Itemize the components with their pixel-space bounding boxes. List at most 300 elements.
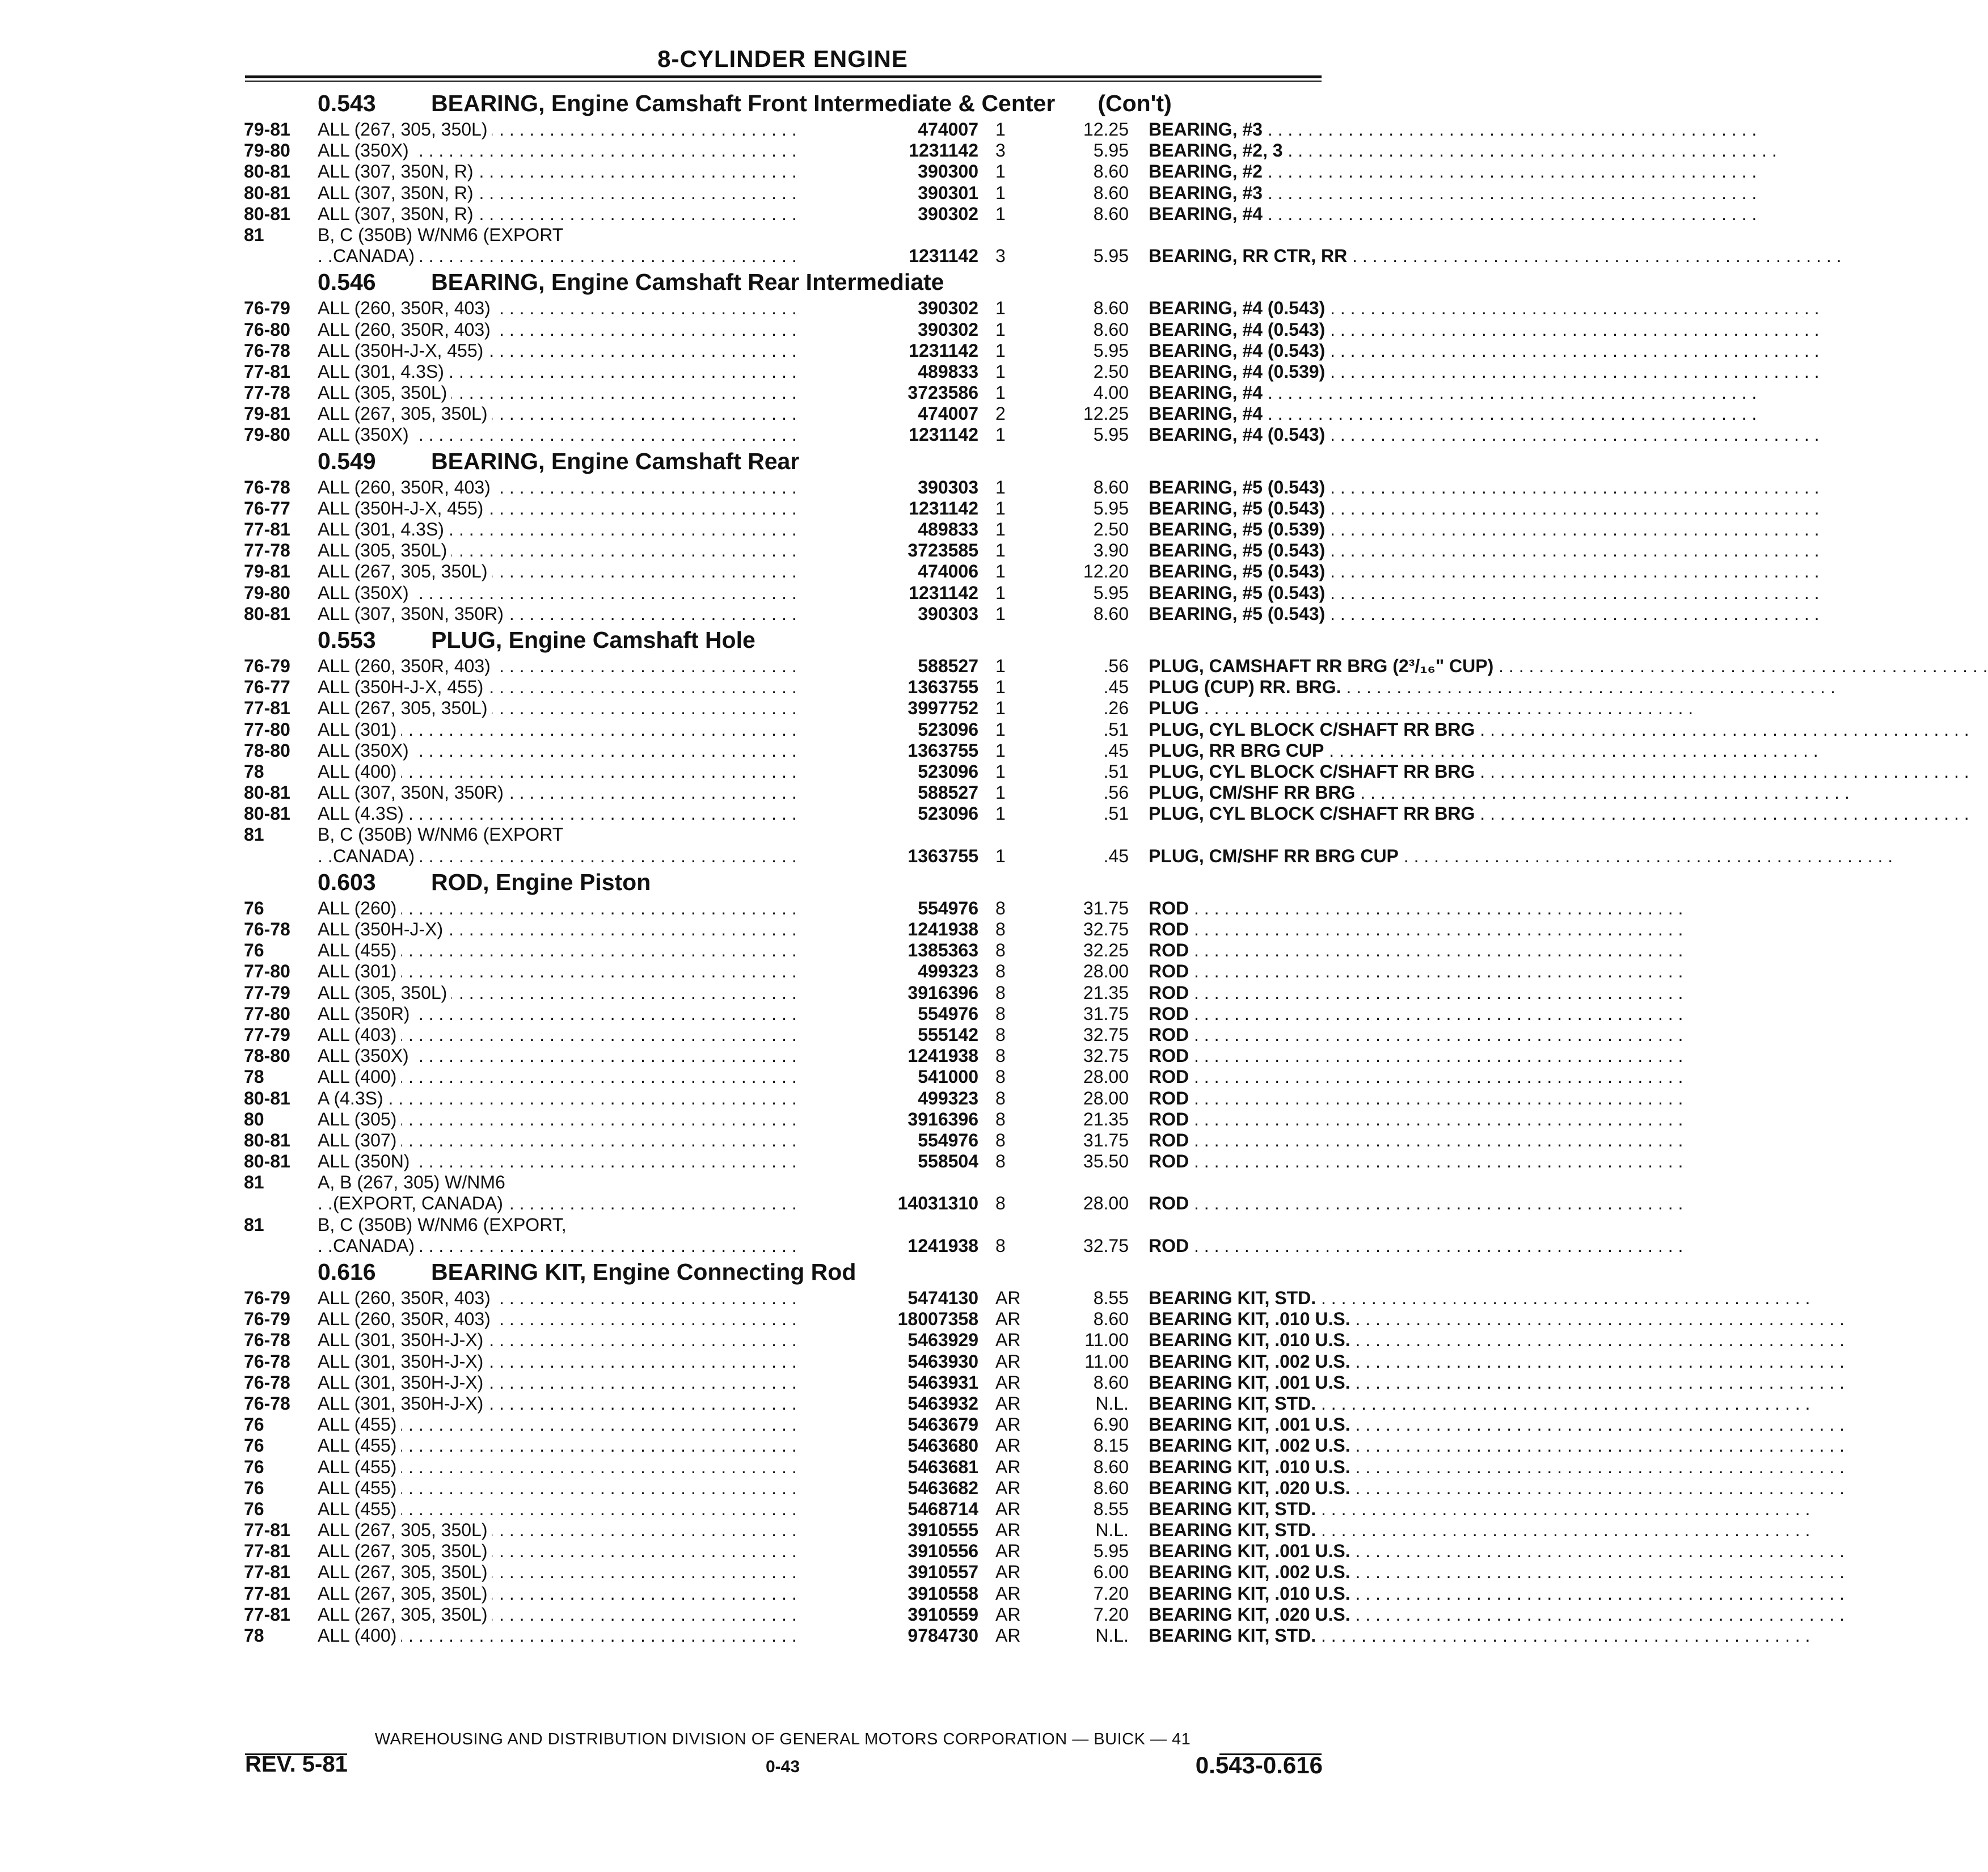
table-row: [244, 1414, 1350, 1435]
part-name: BEARING, #5 (0.543) . . .: [1149, 540, 1557, 561]
parts-catalog: [244, 88, 1494, 1646]
application-text: ALL (301, 350H-J-X): [318, 1330, 488, 1350]
application-description: [318, 1604, 862, 1625]
part-number: 5463681: [797, 1457, 978, 1478]
model-years: 77-80: [244, 719, 290, 740]
application-description: [318, 1625, 862, 1646]
part-number: 541000: [797, 1066, 978, 1087]
section-header: [244, 446, 1322, 477]
part-number: 9784730: [797, 1625, 978, 1646]
quantity: AR: [995, 1351, 1021, 1372]
section-title: PLUG, Engine Camshaft Hole: [431, 626, 755, 653]
model-years: 76: [244, 897, 264, 918]
table-row: [244, 898, 1322, 919]
part-number: 1363755: [797, 677, 978, 698]
quantity: 8: [995, 1003, 1006, 1024]
price: 5.95: [1093, 424, 1129, 445]
price: 11.00: [1084, 1330, 1129, 1351]
application-description: [318, 1520, 862, 1541]
price: 8.15: [1093, 1435, 1129, 1456]
table-row: [244, 1066, 1322, 1087]
part-number: 390300: [797, 161, 978, 182]
application-description: [318, 846, 877, 867]
part-name: ROD . . .: [1149, 1151, 1557, 1172]
part-number: 390302: [797, 204, 978, 225]
model-years: 77-79: [244, 1024, 290, 1045]
part-number: 3910557: [797, 1562, 978, 1583]
quantity: AR: [995, 1477, 1021, 1498]
application-text: ALL (400): [318, 1066, 401, 1087]
price: 7.20: [1093, 1583, 1129, 1604]
application-text: ALL (307, 350N, 350R): [318, 604, 508, 624]
application-text: ALL (350H-J-X, 455): [318, 498, 488, 518]
application-description: [318, 761, 862, 782]
application-description: [318, 477, 862, 498]
application-description: [318, 604, 862, 625]
table-row: [244, 1393, 1322, 1414]
table-row: [244, 803, 1475, 824]
application-text: ALL (267, 305, 350L): [318, 119, 492, 140]
price: 8.60: [1093, 1372, 1129, 1393]
quantity: AR: [995, 1372, 1021, 1393]
part-number: 1231142: [797, 140, 978, 161]
part-name: ROD . . .: [1149, 1109, 1557, 1130]
quantity: 1: [995, 740, 1006, 761]
application-description: [318, 1330, 862, 1351]
part-number: 5463931: [797, 1372, 978, 1393]
application-text: ALL (307, 350N, R): [318, 161, 478, 182]
part-number: 5463682: [797, 1478, 978, 1499]
part-name: BEARING KIT, .002 U.S. . . .: [1149, 1435, 1557, 1456]
price: .51: [1103, 803, 1129, 824]
application-text: ALL (267, 305, 350L): [318, 1541, 492, 1561]
quantity: AR: [995, 1541, 1021, 1562]
model-years: 77-81: [244, 1520, 290, 1541]
model-years: 77-81: [244, 1583, 290, 1604]
application-text: CANADA): [333, 246, 419, 266]
model-years: 79-80: [244, 582, 290, 603]
part-name: BEARING KIT, STD. . . .: [1149, 1393, 1557, 1414]
part-number: 1231142: [797, 340, 978, 361]
quantity: 8: [995, 982, 1006, 1003]
part-number: 1363755: [797, 740, 978, 761]
part-number: 1231142: [797, 583, 978, 604]
table-row: [244, 1562, 1350, 1583]
section-code: 0.543: [318, 90, 376, 116]
application-text: ALL (267, 305, 350L): [318, 1583, 492, 1604]
table-row: [244, 561, 1326, 582]
table-row: [244, 698, 1322, 719]
table-row: [244, 1130, 1322, 1151]
quantity: 8: [995, 1235, 1006, 1256]
table-row-continued: [244, 225, 1322, 246]
model-years: 76-79: [244, 298, 290, 319]
table-row: [244, 540, 1326, 561]
application-text: ALL (350X): [318, 424, 413, 445]
application-text: ALL (267, 305, 350L): [318, 1604, 492, 1625]
quantity: 1: [995, 845, 1006, 866]
table-row: [244, 119, 1322, 140]
table-row: [244, 319, 1326, 340]
price: 4.00: [1093, 382, 1129, 403]
footer-page-number: 0-43: [765, 1757, 800, 1776]
model-years: 80-81: [244, 782, 290, 803]
part-name: BEARING KIT, .002 U.S. . . .: [1149, 1562, 1557, 1583]
part-name: BEARING, #4 (0.543) . . .: [1149, 424, 1557, 445]
quantity: 8: [995, 1024, 1006, 1045]
model-years: 81: [244, 824, 264, 845]
application-description: B, C (350B) W/NM6 (EXPORT: [318, 224, 564, 245]
application-text: ALL (301): [318, 961, 401, 981]
price: 8.60: [1093, 1456, 1129, 1477]
model-years: 78-80: [244, 1045, 290, 1066]
quantity: 8: [995, 1193, 1006, 1214]
quantity: 1: [995, 698, 1006, 719]
table-row: [244, 1109, 1322, 1130]
table-row: [244, 1004, 1322, 1024]
application-description: [318, 782, 862, 803]
table-row: [244, 403, 1322, 424]
model-years: 77-81: [244, 361, 290, 382]
table-row: [244, 1625, 1322, 1646]
application-text: ALL (4.3S): [318, 803, 408, 824]
application-description: [318, 1024, 862, 1045]
table-row: [244, 603, 1326, 625]
table-row: [244, 1477, 1350, 1499]
application-text: (EXPORT, CANADA): [333, 1193, 508, 1213]
part-name: ROD . . .: [1149, 1130, 1557, 1151]
quantity: 8: [995, 1087, 1006, 1108]
application-text: ALL (267, 305, 350L): [318, 1520, 492, 1540]
quantity: 1: [995, 203, 1006, 224]
application-description: [318, 1004, 862, 1024]
price: 31.75: [1083, 897, 1129, 918]
quantity: 1: [995, 161, 1006, 182]
quantity: AR: [995, 1414, 1021, 1435]
price: 8.60: [1093, 603, 1129, 624]
table-row: [244, 183, 1322, 204]
table-row: [244, 1024, 1322, 1045]
application-text: CANADA): [333, 846, 419, 866]
application-description: [318, 1435, 862, 1456]
application-description: [318, 1393, 862, 1414]
application-description: [318, 361, 862, 382]
table-row: [244, 1088, 1322, 1109]
part-number: 554976: [797, 898, 978, 919]
model-years: 80-81: [244, 1129, 290, 1150]
part-name: BEARING KIT, STD. . . .: [1149, 1625, 1557, 1646]
model-years: 81: [244, 1172, 264, 1193]
section-code: 0.603: [318, 868, 376, 895]
page-title: 8-CYLINDER ENGINE: [657, 45, 908, 72]
price: 5.95: [1093, 246, 1129, 267]
model-years: 76: [244, 1435, 264, 1456]
part-number: 588527: [797, 656, 978, 677]
part-name: ROD . . .: [1149, 1045, 1557, 1066]
application-description: [318, 940, 862, 961]
table-row: [244, 677, 1341, 698]
model-years: 79-80: [244, 140, 290, 161]
quantity: 1: [995, 761, 1006, 782]
price: 5.95: [1093, 340, 1129, 361]
quantity: AR: [995, 1288, 1021, 1308]
model-years: 80-81: [244, 1151, 290, 1172]
part-name: BEARING KIT, STD. . . .: [1149, 1499, 1557, 1520]
price: .45: [1103, 740, 1129, 761]
part-number: 18007358: [797, 1309, 978, 1330]
application-text: ALL (267, 305, 350L): [318, 1562, 492, 1582]
price: 5.95: [1093, 497, 1129, 518]
table-row: [244, 782, 1356, 803]
part-number: 3910559: [797, 1604, 978, 1625]
price: N.L.: [1095, 1625, 1129, 1646]
part-number: 489833: [797, 361, 978, 382]
quantity: 8: [995, 1045, 1006, 1066]
quantity: 8: [995, 897, 1006, 918]
header-rule: [245, 75, 1322, 78]
model-years: 76-78: [244, 1393, 290, 1414]
part-number: 1241938: [797, 1236, 978, 1257]
part-name: BEARING KIT, .001 U.S. . . .: [1149, 1541, 1557, 1562]
part-name: BEARING, #4 (0.543) . . .: [1149, 340, 1557, 361]
application-description: [318, 1045, 862, 1066]
quantity: 1: [995, 361, 1006, 382]
part-number: 5463680: [797, 1435, 978, 1456]
application-text: ALL (305, 350L): [318, 382, 451, 403]
part-name: BEARING, #4 . . .: [1149, 204, 1557, 225]
application-text: ALL (267, 305, 350L): [318, 698, 492, 718]
part-name: BEARING, #2, 3 . . .: [1149, 140, 1557, 161]
price: 8.55: [1093, 1498, 1129, 1519]
table-row: [244, 983, 1322, 1004]
table-row: [244, 497, 1326, 519]
part-name: BEARING, #5 (0.543) . . .: [1149, 604, 1557, 625]
price: N.L.: [1095, 1520, 1129, 1541]
footer-division-line: WAREHOUSING AND DISTRIBUTION DIVISION OF GENERAL MOTORS CORPORATION — BUICK — 41: [374, 1730, 1191, 1748]
part-name: PLUG, CM/SHF RR BRG . . .: [1149, 782, 1557, 803]
application-text: ALL (260): [318, 898, 401, 918]
part-name: ROD . . .: [1149, 983, 1557, 1004]
part-name: BEARING, #5 (0.543) . . .: [1149, 477, 1557, 498]
price: 8.60: [1093, 1309, 1129, 1330]
table-row: [244, 940, 1322, 961]
table-row: [244, 761, 1475, 782]
application-text: ALL (350H-J-X, 455): [318, 677, 488, 697]
model-years: 77-78: [244, 540, 290, 561]
price: 31.75: [1083, 1129, 1129, 1150]
part-number: 390302: [797, 298, 978, 319]
part-number: 1231142: [797, 498, 978, 519]
part-number: 3916396: [797, 1109, 978, 1130]
table-row: [244, 424, 1326, 445]
table-row: [244, 519, 1326, 540]
application-text: ALL (305, 350L): [318, 540, 451, 560]
part-number: 5468714: [797, 1499, 978, 1520]
price: 28.00: [1083, 1193, 1129, 1214]
part-number: 1231142: [797, 424, 978, 445]
price: 12.20: [1083, 561, 1129, 582]
application-text: ALL (455): [318, 1457, 401, 1477]
model-years: 76-79: [244, 1309, 290, 1330]
model-years: 80-81: [244, 182, 290, 203]
price: 28.00: [1083, 1087, 1129, 1108]
price: 8.60: [1093, 298, 1129, 319]
quantity: 1: [995, 561, 1006, 582]
table-row: [244, 382, 1322, 403]
part-number: 554976: [797, 1004, 978, 1024]
model-years: 79-81: [244, 561, 290, 582]
application-text: ALL (307): [318, 1130, 401, 1150]
price: 28.00: [1083, 1066, 1129, 1087]
section-title: ROD, Engine Piston: [431, 868, 651, 895]
application-description: [318, 561, 862, 582]
part-number: 1241938: [797, 1045, 978, 1066]
quantity: 1: [995, 540, 1006, 561]
price: 8.60: [1093, 182, 1129, 203]
section-code: 0.546: [318, 269, 376, 296]
price: 12.25: [1083, 403, 1129, 424]
table-row: [244, 140, 1322, 161]
table-row: [244, 740, 1322, 761]
part-number: 499323: [797, 1088, 978, 1109]
section-title: BEARING, Engine Camshaft Front Intermediate & Center: [431, 90, 1056, 116]
model-years: 76-78: [244, 1351, 290, 1372]
part-name: BEARING, #2 . . .: [1149, 161, 1557, 182]
price: 5.95: [1093, 140, 1129, 161]
price: 32.75: [1083, 1024, 1129, 1045]
quantity: 8: [995, 1066, 1006, 1087]
quantity: AR: [995, 1498, 1021, 1519]
model-years: 76: [244, 1414, 264, 1435]
application-text: ALL (455): [318, 940, 401, 960]
table-row: [244, 1456, 1350, 1478]
application-text: A (4.3S): [318, 1088, 388, 1108]
section-title: BEARING KIT, Engine Connecting Rod: [431, 1259, 856, 1285]
quantity: AR: [995, 1330, 1021, 1351]
part-number: 558504: [797, 1151, 978, 1172]
quantity: 8: [995, 940, 1006, 961]
part-number: 14031310: [797, 1193, 978, 1214]
application-description: [318, 898, 862, 919]
application-text: ALL (350X): [318, 740, 413, 761]
price: 8.60: [1093, 161, 1129, 182]
part-number: 523096: [797, 803, 978, 824]
part-name: BEARING KIT, .020 U.S. . . .: [1149, 1478, 1557, 1499]
quantity: AR: [995, 1583, 1021, 1604]
table-row: [244, 1045, 1322, 1066]
application-description: [318, 961, 862, 982]
application-text: ALL (350X): [318, 1045, 413, 1066]
price: .51: [1103, 719, 1129, 740]
table-row: [244, 1604, 1350, 1625]
application-text: ALL (305, 350L): [318, 983, 451, 1003]
model-years: 79-80: [244, 424, 290, 445]
application-description: [318, 1151, 862, 1172]
model-years: 76: [244, 1498, 264, 1519]
quantity: 1: [995, 182, 1006, 203]
part-name: ROD . . .: [1149, 961, 1557, 982]
application-text: ALL (301, 350H-J-X): [318, 1372, 488, 1393]
model-years: 77-79: [244, 982, 290, 1003]
model-years: 78: [244, 1066, 264, 1087]
quantity: AR: [995, 1604, 1021, 1625]
quantity: 1: [995, 677, 1006, 698]
part-name: ROD . . .: [1149, 898, 1557, 919]
table-row: [244, 1583, 1350, 1604]
quantity: 1: [995, 782, 1006, 803]
model-years: 76: [244, 1477, 264, 1498]
application-description: [318, 677, 862, 698]
application-description: [318, 298, 862, 319]
application-text: ALL (455): [318, 1499, 401, 1519]
quantity: 1: [995, 477, 1006, 497]
model-years: 76-77: [244, 497, 290, 518]
model-years: 80-81: [244, 1087, 290, 1108]
application-description: [318, 698, 862, 719]
application-text: ALL (350X): [318, 583, 413, 603]
quantity: 1: [995, 719, 1006, 740]
quantity: AR: [995, 1625, 1021, 1646]
application-text: ALL (260, 350R, 403): [318, 1309, 495, 1329]
application-description: [318, 1130, 862, 1151]
model-years: 81: [244, 1214, 264, 1235]
model-years: 76-79: [244, 655, 290, 676]
price: 32.75: [1083, 1235, 1129, 1256]
table-row-continued: [244, 1215, 1322, 1236]
application-text: ALL (301): [318, 719, 401, 740]
model-years: 77-80: [244, 961, 290, 982]
application-description: [318, 424, 862, 445]
application-description: [318, 340, 862, 361]
section-code: 0.616: [318, 1259, 376, 1285]
part-name: PLUG, CYL BLOCK C/SHAFT RR BRG . . .: [1149, 803, 1557, 824]
part-number: 390301: [797, 183, 978, 204]
model-years: 77-81: [244, 1604, 290, 1625]
application-description: [318, 1541, 862, 1562]
part-number: 390302: [797, 319, 978, 340]
table-row: [244, 1309, 1350, 1330]
table-row: [244, 1330, 1350, 1351]
quantity: AR: [995, 1520, 1021, 1541]
table-row: [244, 204, 1322, 225]
table-row: [244, 340, 1326, 361]
application-text: ALL (455): [318, 1478, 401, 1498]
application-description: [318, 583, 862, 604]
application-text: ALL (455): [318, 1435, 401, 1456]
part-name: BEARING KIT, .001 U.S. . . .: [1149, 1414, 1557, 1435]
part-number: 3910556: [797, 1541, 978, 1562]
price: 12.25: [1083, 119, 1129, 140]
application-description: [318, 1583, 862, 1604]
price: .56: [1103, 782, 1129, 803]
quantity: 1: [995, 298, 1006, 319]
price: 21.35: [1083, 982, 1129, 1003]
model-years: 76: [244, 1456, 264, 1477]
quantity: 8: [995, 1151, 1006, 1172]
part-number: 390303: [797, 604, 978, 625]
model-years: 80-81: [244, 603, 290, 624]
part-number: 5463679: [797, 1414, 978, 1435]
application-description: [318, 1088, 862, 1109]
section-title: BEARING, Engine Camshaft Rear Intermediate: [431, 269, 944, 296]
application-text: ALL (301, 4.3S): [318, 361, 449, 382]
part-number: 1241938: [797, 919, 978, 940]
application-text: ALL (350H-J-X): [318, 919, 448, 939]
application-description: [318, 1351, 862, 1372]
table-row: [244, 1351, 1350, 1372]
price: 6.90: [1093, 1414, 1129, 1435]
quantity: 8: [995, 1129, 1006, 1150]
